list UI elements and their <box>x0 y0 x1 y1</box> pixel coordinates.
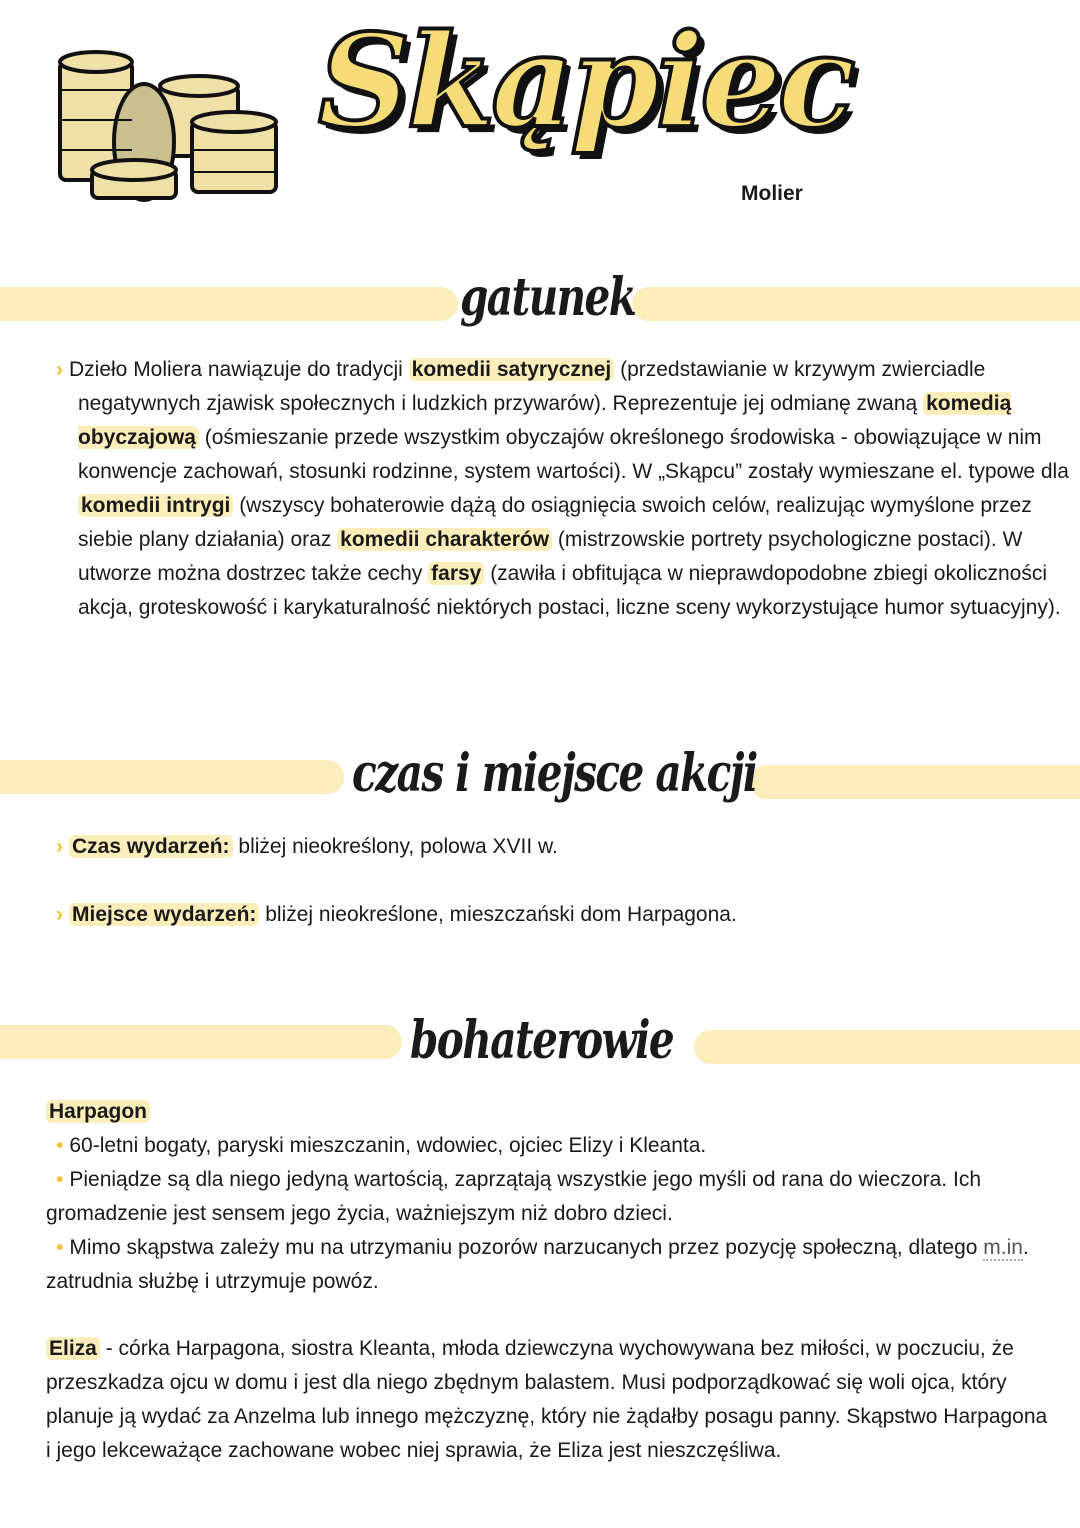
highlight-term: komedii intrygi <box>78 494 233 517</box>
author: Molier <box>741 182 803 205</box>
bullet-icon: • <box>56 1236 64 1259</box>
chevron-icon: › <box>56 835 63 858</box>
heading-bar-left <box>0 287 458 321</box>
character-eliza: Eliza - córka Harpagona, siostra Kleanta, młoda dziewczyna wychowywana bez miłości, w poczuciu, że przeszkadza ojcu w domu i jest dla niego zbędnym balastem. Musi podporządkować się woli ojca, który planuje ją wydać za Anzelma lub innego mężczyznę, który nie żądałby posagu panny. Skąpstwo Harpagona i jego lekceważące zachowane wobec niej sprawia, że Eliza jest nieszczęśliwa. <box>46 1337 1048 1462</box>
place-value: bliżej nieokreślone, mieszczański dom Harpagona. <box>259 903 737 926</box>
highlight-term: komedii charakterów <box>337 528 552 551</box>
heading-bar-left <box>0 1025 402 1059</box>
section-heading-genre: gatunek <box>460 267 636 328</box>
genre-paragraph: › Dzieło Moliera nawiązuje do tradycji komedii satyrycznej (przedstawianie w krzywym zwierciadle negatywnych zjawisk społecznych i ludzkich przywarów). Reprezentuje jej odmianę zwaną komedią obyczajową (ośmieszanie przede wszystkim obyczajów określonego środowiska - obowiązujące w nim konwencje zachowań, stosunki rodzinne, system wartości). W „Skąpcu” zostały wymieszane el. typowe dla komedii intrygi (wszyscy bohaterowie dążą do osiągnięcia swoich celów, realizując wymyślone przez siebie plany działania) oraz komedii charakterów (mistrzowskie portrety psychologiczne postaci). W utworze można dostrzec także cechy farsy (zawiła i obfitująca w nieprawdopodobne zbiegi okoliczności akcja, groteskowość i karykaturalność niektórych postaci, liczne sceny wykorzystujące humor sytuacyjny). <box>56 358 1069 619</box>
bullet-icon: • <box>56 1134 64 1157</box>
heading-bar-left <box>0 760 344 794</box>
highlight-term: komedią obyczajową <box>78 392 1012 449</box>
highlight-term: farsy <box>428 562 484 585</box>
time-label: Czas wydarzeń: <box>69 835 233 858</box>
character-harpagon: Harpagon • 60-letni bogaty, paryski mieszczanin, wdowiec, ojciec Elizy i Kleanta. • Pieniądze są dla niego jedyną wartością, zaprzątają wszystkie jego myśli od rana do wieczora. Ich gromadzenie jest sensem jego życia, ważniejszym niż dobro dzieci. • Mimo skąpstwa zależy mu na utrzymaniu pozorów narzucanych przez pozycję społeczną, dlatego m.in. zatrudnia służbę i utrzymuje powóz. <box>46 1100 1029 1293</box>
heading-bar-right <box>632 287 1080 321</box>
chevron-icon: › <box>56 903 63 926</box>
place-label: Miejsce wydarzeń: <box>69 903 259 926</box>
heading-bar-right <box>694 1030 1080 1064</box>
time-line <box>56 830 558 864</box>
abbreviation: m.in <box>983 1236 1023 1259</box>
bullet-icon: • <box>56 1168 64 1191</box>
place-line <box>56 898 737 932</box>
highlight-term: komedii satyrycznej <box>409 358 615 381</box>
section-heading-characters: bohaterowie <box>410 1010 674 1071</box>
page-title: Skąpiec <box>318 7 852 157</box>
character-name: Eliza <box>46 1337 100 1360</box>
time-value: bliżej nieokreślony, polowa XVII w. <box>232 835 558 858</box>
section-heading-time-place: czas i miejsce akcji <box>352 743 757 804</box>
chevron-icon: › <box>56 358 63 381</box>
heading-bar-right <box>750 765 1080 799</box>
character-name: Harpagon <box>46 1100 150 1123</box>
coins-illustration <box>52 50 282 205</box>
